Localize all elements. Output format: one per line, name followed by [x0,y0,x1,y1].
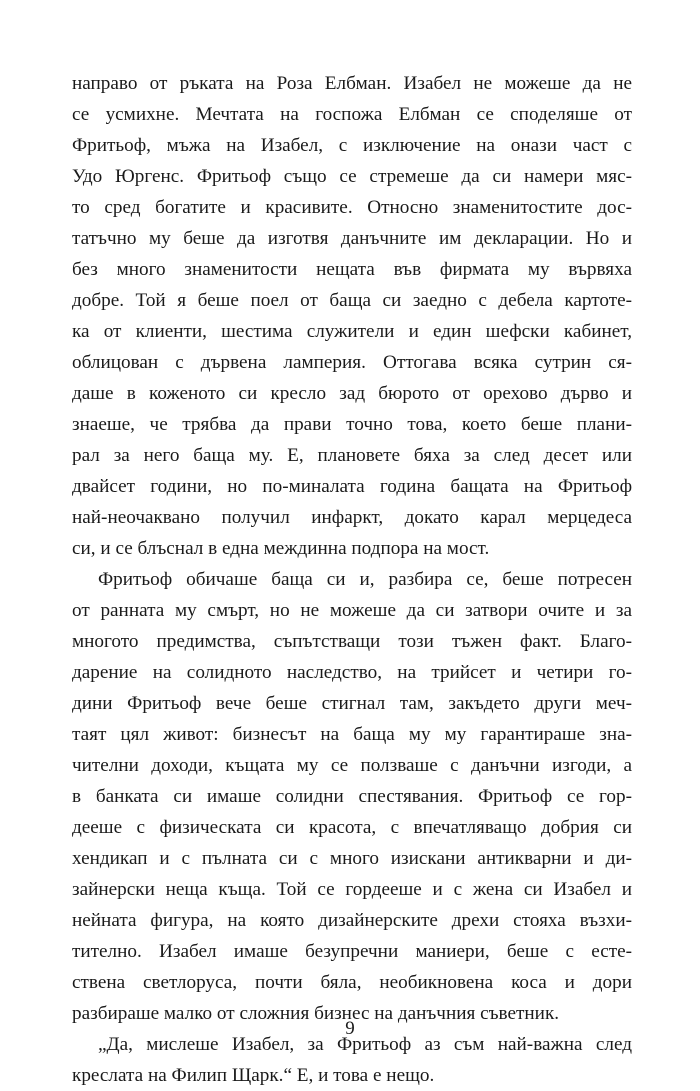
text-line: креслата на Филип Щарк.“ Е, и това е нещо. [72,1065,435,1086]
text-line: рал за него баща му. Е, плановете бяха за след десет или [72,445,632,466]
text-line: добре. Той я беше поел от баща си заедно с дебела картоте- [72,290,632,311]
text-line: в банката си имаше солидни спестявания. Фритьоф се гор- [72,786,632,807]
text-line: без много знаменитости нещата във фирмата му вървяха [72,259,632,280]
text-line: таят цял живот: бизнесът на баща му му гарантираше зна- [72,724,632,745]
text-line: Фритьоф, мъжа на Изабел, с изключение на онази част с [72,135,632,156]
text-line: нейната фигура, на която дизайнерските дрехи стояха възхи- [72,910,632,931]
text-line: тително. Изабел имаше безупречни маниери, беше с есте- [72,941,632,962]
text-line: ка от клиенти, шестима служители и един шефски кабинет, [72,321,632,342]
text-line: се усмихне. Мечтата на госпожа Елбман се споделяше от [72,104,632,125]
text-line: чителни доходи, къщата му се ползваше с данъчни изгоди, а [72,755,632,776]
text-line: даше в коженото си кресло зад бюрото от орехово дърво и [72,383,632,404]
text-line: направо от ръката на Роза Елбман. Изабел не можеше да не [72,73,632,94]
text-line: разбираше малко от сложния бизнес на данъчния съветник. [72,1003,560,1024]
paragraph [72,68,632,564]
text-line: хендикап и с пълната си с много изискани антикварни и ди- [72,848,632,869]
text-line: най-неочаквано получил инфаркт, докато карал мерцедеса [72,507,632,528]
text-line: си, и се блъснал в една междинна подпора на мост. [72,538,490,559]
text-line: „Да, мислеше Изабел, за Фритьоф аз съм най-важна след [98,1034,632,1055]
paragraph [72,564,632,1029]
text-line: дини Фритьоф вече беше стигнал там, закъдето други меч- [72,693,632,714]
text-line: зайнерски неща къща. Той се гордееше и с жена си Изабел и [72,879,632,900]
text-line: дарение на солидното наследство, на трийсет и четири го- [72,662,632,683]
text-line: знаеше, че трябва да прави точно това, което беше плани- [72,414,632,435]
text-line: Удо Юргенс. Фритьоф също се стремеше да си намери мяс- [72,166,632,187]
text-line: двайсет години, но по-миналата година бащата на Фритьоф [72,476,632,497]
body-text [72,68,632,1091]
text-line: от ранната му смърт, но не можеше да си затвори очите и за [72,600,632,621]
text-line: Фритьоф обичаше баща си и, разбира се, беше потресен [98,569,632,590]
text-line: дееше с физическата си красота, с впечатляващо добрия си [72,817,632,838]
text-line: то сред богатите и красивите. Относно знаменитостите дос- [72,197,632,218]
page-number: 9 [345,1018,355,1039]
text-line: татъчно му беше да изготвя данъчните им декларации. Но и [72,228,632,249]
text-line: многото предимства, съпътстващи този тъжен факт. Благо- [72,631,632,652]
text-line: ствена светлоруса, почти бяла, необикновена коса и дори [72,972,632,993]
text-line: облицован с дървена ламперия. Оттогава всяка сутрин ся- [72,352,632,373]
